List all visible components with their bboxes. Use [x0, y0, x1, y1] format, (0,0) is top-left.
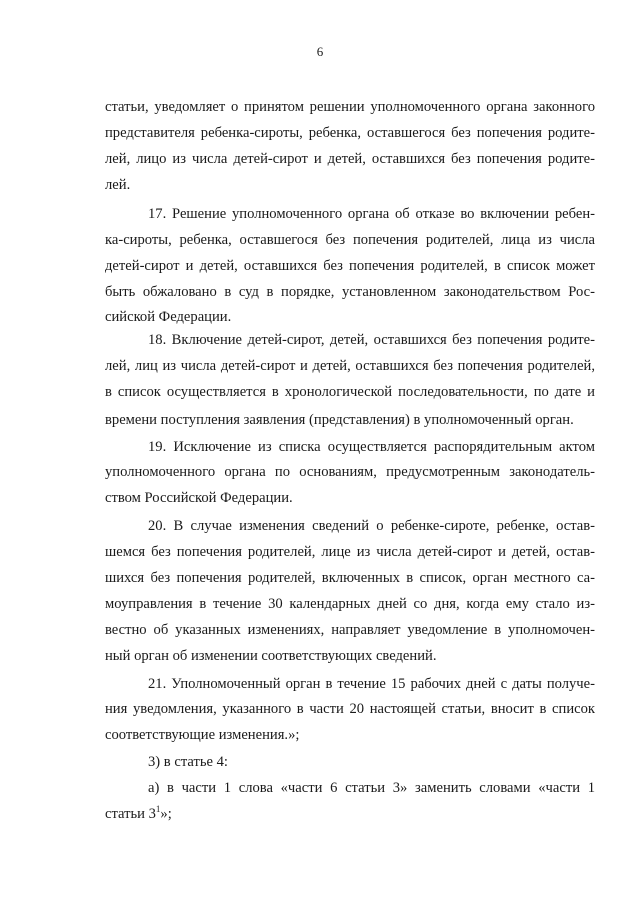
text-line: в список осуществляется в хронологической последовательности, по дате и	[105, 384, 595, 400]
text-fragment: статьи 3	[105, 806, 156, 822]
text-line: уполномоченного органа по основаниям, предусмотренным законодатель-	[105, 464, 595, 480]
text-line: моуправления в течение 30 календарных дней со дня, когда ему стало из-	[105, 596, 595, 612]
text-line: представителя ребенка-сироты, ребенка, оставшегося без попечения родите-	[105, 125, 595, 141]
page-number: 6	[316, 44, 324, 59]
text-line: ством Российской Федерации.	[105, 490, 293, 506]
text-line: лей, лиц из числа детей-сирот и детей, оставшихся без попечения родителей,	[105, 358, 595, 374]
text-line: времени поступления заявления (представления) в уполномоченный орган.	[105, 412, 574, 428]
text-line: ка-сироты, ребенка, оставшегося без попечения родителей, лица из числа	[105, 232, 595, 248]
text-line: детей-сирот и детей, оставшихся без попечения родителей, в список может	[105, 258, 595, 274]
text-line: вестно об указанных изменениях, направляет уведомление в уполномочен-	[105, 622, 595, 638]
text-line: шихся без попечения родителей, включенных в список, орган местного са-	[105, 570, 595, 586]
text-line-with-superscript	[105, 805, 595, 823]
text-line: шемся без попечения родителей, лице из числа детей-сирот и детей, остав-	[105, 544, 595, 560]
text-line: сийской Федерации.	[105, 309, 232, 325]
superscript: 1	[155, 804, 161, 815]
paragraph-item-3: 3) в статье 4:	[148, 754, 228, 770]
text-line: лей, лицо из числа детей-сирот и детей, оставшихся без попечения родите-	[105, 151, 595, 167]
text-line: соответствующие изменения.»;	[105, 727, 300, 743]
paragraph-start-21: 21. Уполномоченный орган в течение 15 рабочих дней с даты получе-	[148, 676, 595, 692]
paragraph-item-a: а) в части 1 слова «части 6 статьи 3» заменить словами «части 1	[148, 780, 595, 796]
paragraph-start-20: 20. В случае изменения сведений о ребенке-сироте, ребенке, остав-	[148, 518, 595, 534]
paragraph-start-18: 18. Включение детей-сирот, детей, оставшихся без попечения родите-	[148, 332, 595, 348]
text-fragment: »;	[160, 806, 172, 822]
text-line: ния уведомления, указанного в части 20 настоящей статьи, вносит в список	[105, 701, 595, 717]
text-line: быть обжаловано в суд в порядке, установленном законодательством Рос-	[105, 284, 595, 300]
paragraph-start-19: 19. Исключение из списка осуществляется распорядительным актом	[148, 439, 595, 455]
text-line: статьи, уведомляет о принятом решении уполномоченного органа законного	[105, 99, 595, 115]
text-line: лей.	[105, 177, 131, 193]
paragraph-start-17: 17. Решение уполномоченного органа об отказе во включении ребен-	[148, 206, 595, 222]
text-line: ный орган об изменении соответствующих сведений.	[105, 648, 437, 664]
